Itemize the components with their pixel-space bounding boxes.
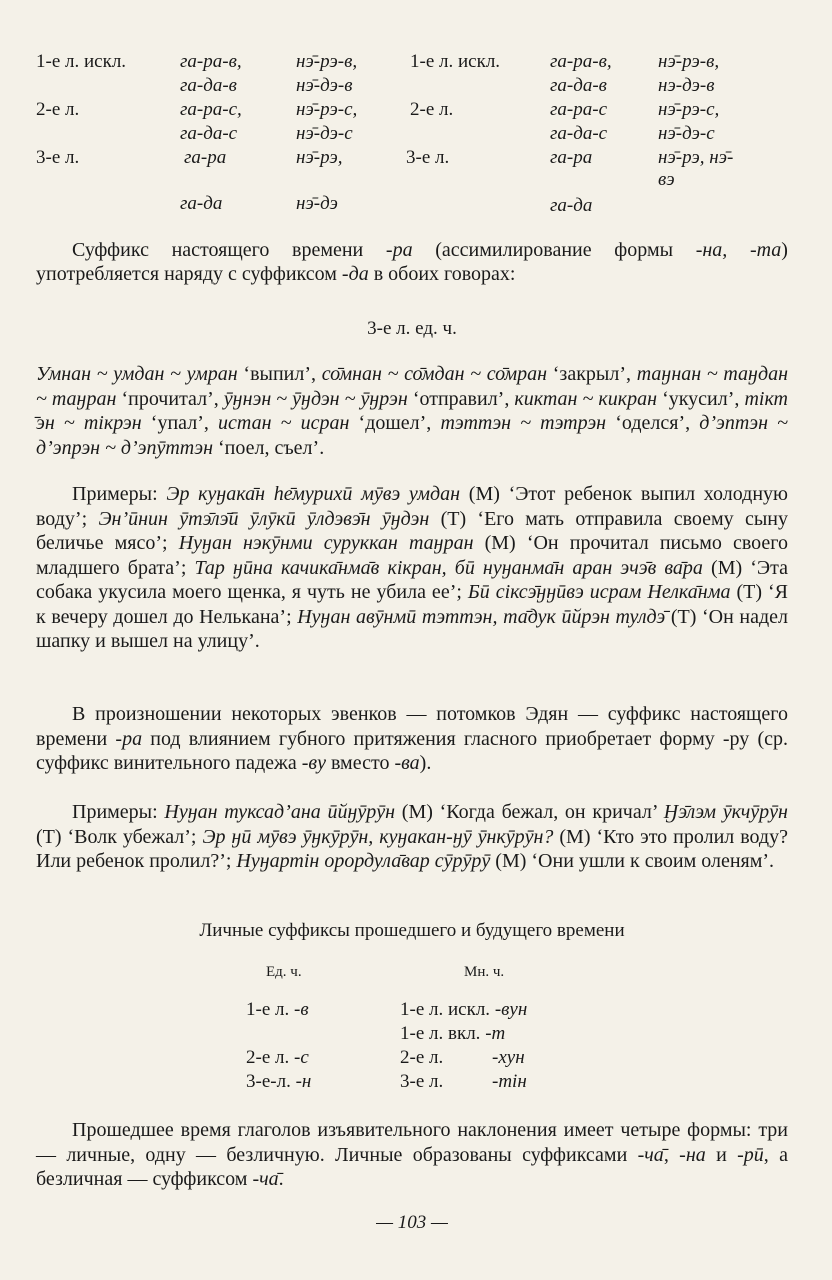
verb-form: га-ра-в,: [180, 51, 242, 72]
person-label: 1-е л. искл.: [36, 51, 127, 72]
verb-form: га-ра-в,: [550, 51, 612, 72]
verb-form: га-ра-с,: [180, 99, 242, 120]
suffix-row: 1-е л. -в: [246, 999, 309, 1020]
verb-form: нэ̄-дэ: [296, 193, 338, 214]
verb-form: га-да: [550, 195, 593, 216]
paragraph-edyan-pronunciation: В произношении некоторых эвенков — потомков Эдян — суффикс настоящего времени -ра под влиянием губного притяжения гласного приобретает форму -ру (ср. суффикс винительного падежа -ву вместо -ва).: [36, 703, 788, 774]
verb-form: нэ̄-рэ-в,: [296, 51, 358, 72]
suffix-row: 2-е л. -хун: [400, 1047, 525, 1068]
page-number: — 103 —: [376, 1212, 448, 1233]
column-header: Мн. ч.: [464, 964, 505, 980]
suffix-row: 3-е-л. -н: [246, 1071, 312, 1092]
paragraph-examples-1: Примеры: Эр куӈака̄н һе̄мурихӣ мӯвэ умдан (М) ‘Этот ребенок выпил холодную воду’; Эн’ӣнин ӯтэ̄лэ̄ӣ ӯлӯкӣ ӯлдэвэ̄н ӯӈдэн (Т) ‘Его мать отправила своему сыну беличье мясо’; Нуӈан нэкӯнми суруккан таӈран (М) ‘Он прочитал письмо своего младшего брата’; Тар ӈӣна качика̄нма̄в кікран, бӣ нуӈанма̄н аран эчэ̄в ва̄ра (М) ‘Эта собака укусила моего щенка, я чуть не убила ее’; Бӣ сіксэ̄ӈӈӣвэ исрам Нелка̄нма (Т) ‘Я к вечеру дошел до Нелькана’; Нуӈан авӯнмӣ тэттэн, та̄дук ӣйрэн тулдэ̄ (Т) ‘Он надел шапку и вышел на улицу’.: [36, 483, 789, 652]
verb-form: га-ра: [184, 147, 227, 168]
paragraph-present-suffix: Суффикс настоящего времени -ра (ассимилирование формы -на, -та) употребляется наряду с суффиксом -да в обоих говорах:: [36, 239, 788, 285]
person-label: 3-е л.: [406, 147, 450, 168]
verb-form: га-да-в: [550, 75, 607, 96]
verb-form: нэ̄-рэ, нэ̄-: [658, 147, 734, 168]
person-label: 2-е л.: [36, 99, 80, 120]
verb-form: нэ̄-рэ-с,: [296, 99, 358, 120]
person-label: 1-е л. искл.: [410, 51, 501, 72]
verb-form: вэ: [658, 169, 675, 190]
verb-form: нэ̄-рэ-с,: [658, 99, 720, 120]
person-label: 2-е л.: [410, 99, 454, 120]
suffix-row: 2-е л. -с: [246, 1047, 309, 1068]
verb-form: нэ-дэ-в: [658, 75, 715, 96]
verb-form: нэ̄-рэ,: [296, 147, 343, 168]
example-word-list: Умнан ~ умдан ~ умран ‘выпил’, со̄мнан ~ со̄мдан ~ со̄мран ‘закрыл’, таӈнан ~ таӈдан ~ таӈран ‘прочитал’, ӯӈнэн ~ ӯӈдэн ~ ӯӈрэн ‘отправил’, киктан ~ кикран ‘укусил’, тікт ̄эн ~ тікрэн ‘упал’, истан ~ исран ‘дошел’, тэттэн ~ тэтрэн ‘оделся’, д’эптэн ~ д’эпрэн ~ д’эпӯттэн ‘поел, съел’.: [36, 363, 789, 459]
person-label: 3-е л.: [36, 147, 80, 168]
verb-form: нэ̄-дэ-с: [296, 123, 353, 144]
paragraph-examples-2: Примеры: Нуӈан туксад’ана ӣйӈӯрӯн (М) ‘Когда бежал, он кричал’ Ӈэ̄лэм ӯкчӯрӯн (Т) ‘Волк убежал’; Эр ӈӣ мӯвэ ӯӈкӯрӯн, куӈакан-ӈӯ ӯнкӯрӯн? (М) ‘Кто это пролил воду? Или ребенок пролил?’; Нуӈартін орордула̄вар сӯрӯрӯ (М) ‘Они ушли к своим оленям’.: [36, 801, 788, 872]
suffix-row: 3-е л. -тін: [400, 1071, 527, 1092]
suffix-row: 1-е л. вкл. -т: [400, 1023, 506, 1044]
verb-form: га-да-с: [180, 123, 238, 144]
verb-form: га-да: [180, 193, 223, 214]
verb-form: га-да-в: [180, 75, 237, 96]
section-heading: 3-е л. ед. ч.: [367, 318, 457, 339]
suffix-row: 1-е л. искл. -вун: [400, 999, 528, 1020]
verb-form: нэ̄-рэ-в,: [658, 51, 720, 72]
paragraph-past-tense: Прошедшее время глаголов изъявительного наклонения имеет четыре формы: три — личные, одну — безличную. Личные образованы суффиксами -ча̄, -на и -рӣ, а безличная — суффиксом -ча̄.: [36, 1119, 789, 1190]
verb-form: нэ̄-дэ-с: [658, 123, 715, 144]
verb-form: га-да-с: [550, 123, 608, 144]
section-heading: Личные суффиксы прошедшего и будущего времени: [199, 920, 625, 941]
verb-form: га-ра: [550, 147, 593, 168]
verb-form: нэ̄-дэ-в: [296, 75, 353, 96]
verb-form: га-ра-с: [550, 99, 607, 120]
column-header: Ед. ч.: [266, 964, 302, 980]
